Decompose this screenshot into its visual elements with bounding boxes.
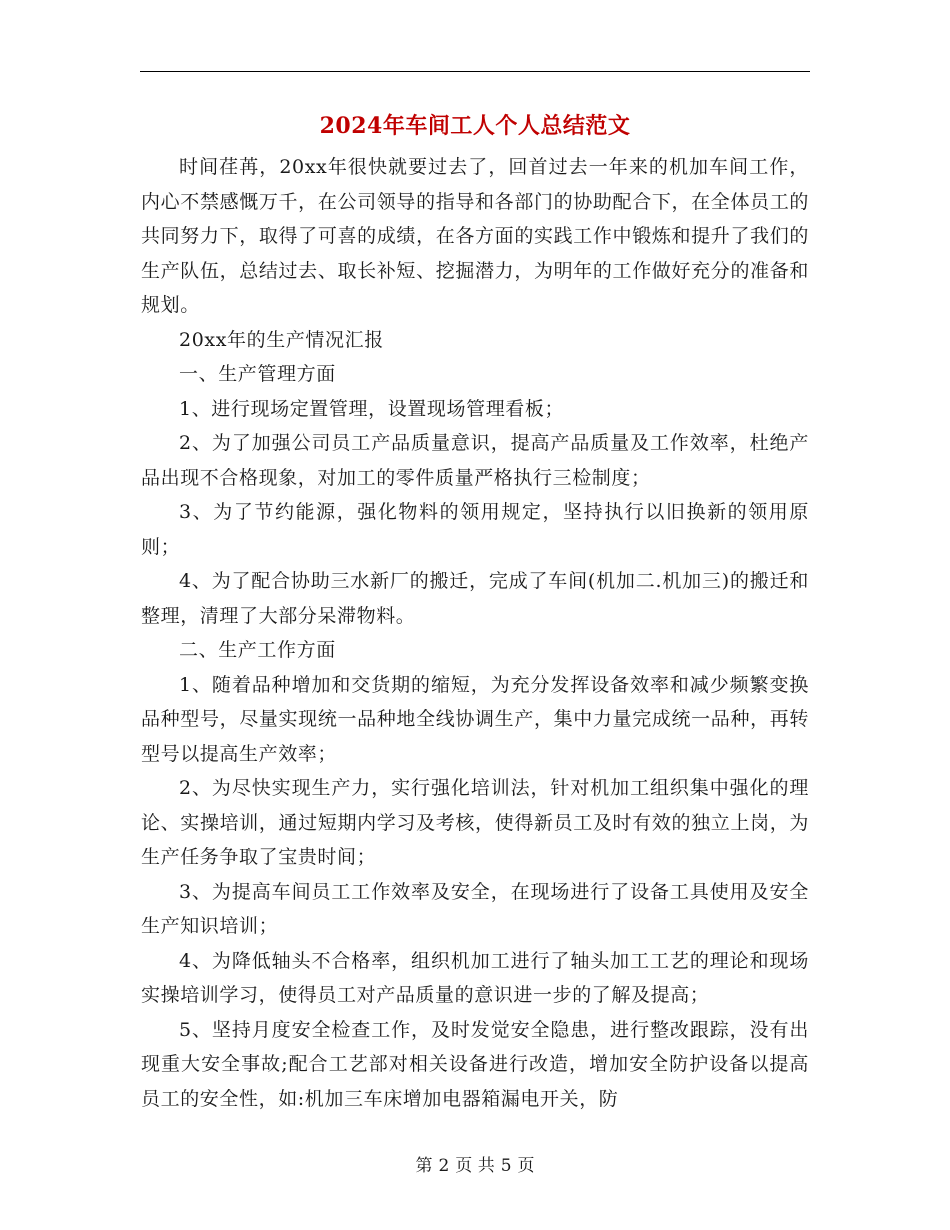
section-heading-management: 一、生产管理方面 (179, 363, 336, 385)
section-heading-report: 20xx年的生产情况汇报 (179, 328, 384, 351)
list-item: 2、为尽快实现生产力，实行强化培训法，针对机加工组织集中强化的理论、实操培训，通过短期内学习及考核，使得新员工及时有效的独立上岗，为生产任务争取了宝贵时间； (141, 777, 809, 868)
page-footer (0, 1154, 950, 1178)
page-number: 2 (438, 1156, 450, 1176)
document-body (141, 150, 809, 1116)
document-title: 2024年车间工人个人总结范文 (319, 113, 631, 139)
list-item: 5、坚持月度安全检查工作，及时发觉安全隐患，进行整改跟踪，没有出现重大安全事故;配合工艺部对相关设备进行改造，增加安全防护设备以提高员工的安全性，如:机加三车床增加电器箱漏电开关，防 (141, 1018, 809, 1110)
list-item: 3、为了节约能源，强化物料的领用规定，坚持执行以旧换新的领用原则； (141, 501, 809, 558)
page-total: 5 (500, 1156, 512, 1176)
header-rule (140, 71, 810, 72)
footer-middle: 页 共 (455, 1156, 495, 1176)
list-item: 4、为了配合协助三水新厂的搬迁，完成了车间(机加二.机加三)的搬迁和整理，清理了大部分呆滞物料。 (141, 570, 809, 627)
list-item: 1、随着品种增加和交货期的缩短，为充分发挥设备效率和减少频繁变换品种型号，尽量实现统一品种地全线协调生产，集中力量完成统一品种，再转型号以提高生产效率； (141, 673, 809, 765)
list-item: 3、为提高车间员工工作效率及安全，在现场进行了设备工具使用及安全生产知识培训； (141, 880, 809, 937)
footer-suffix: 页 (517, 1156, 535, 1176)
footer-prefix: 第 (415, 1156, 433, 1176)
paragraph-intro: 时间荏苒，20xx年很快就要过去了，回首过去一年来的机加车间工作，内心不禁感慨万千，在公司领导的指导和各部门的协助配合下，在全体员工的共同努力下，取得了可喜的成绩，在各方面的实践工作中锻炼和提升了我们的生产队伍，总结过去、取长补短、挖掘潜力，为明年的工作做好充分的准备和规划。 (141, 156, 809, 316)
section-heading-production: 二、生产工作方面 (179, 639, 336, 661)
list-item: 1、进行现场定置管理，设置现场管理看板； (179, 397, 565, 420)
list-item: 4、为降低轴头不合格率，组织机加工进行了轴头加工工艺的理论和现场实操培训学习，使得员工对产品质量的意识进一步的了解及提高； (141, 949, 809, 1006)
list-item: 2、为了加强公司员工产品质量意识，提高产品质量及工作效率，杜绝产品出现不合格现象，对加工的零件质量严格执行三检制度； (141, 432, 809, 489)
